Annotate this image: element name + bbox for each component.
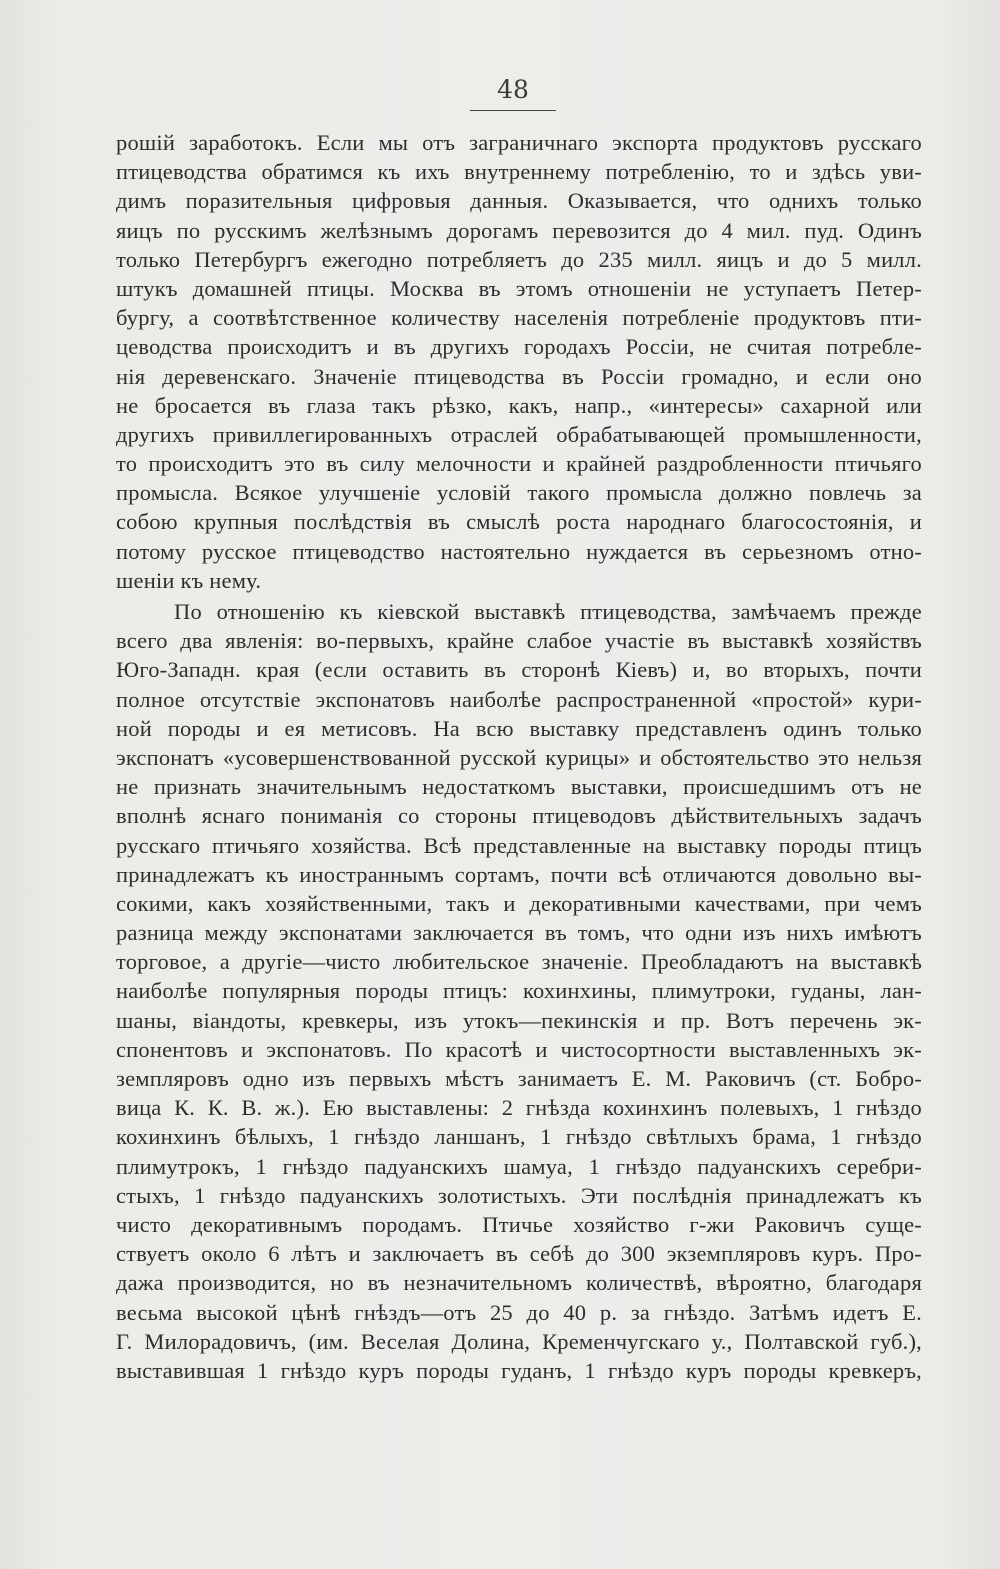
text-line: спонентовъ и экспонатовъ. По красотѣ и чистосортности выставленныхъ эк- [116,1036,922,1062]
text-line: экспонатъ «усовершенствованной русской курицы» и обстоятельство это нельзя [116,744,922,770]
text-line: весьма высокой цѣнѣ гнѣздъ—отъ 25 до 40 р. за гнѣздо. Затѣмъ идетъ Е. [116,1299,922,1325]
text-line: наиболѣе популярныя породы птицъ: кохинхины, плимутроки, гуданы, лан- [116,978,922,1004]
text-line: шаны, віандоты, кревкеры, изъ утокъ—пекинскія и пр. Вотъ перечень эк- [116,1007,922,1033]
text-line: чисто декоративнымъ породамъ. Птичье хозяйство г-жи Раковичъ суще- [116,1211,922,1237]
text-line: кохинхинъ бѣлыхъ, 1 гнѣздо ланшанъ, 1 гнѣздо свѣтлыхъ брама, 1 гнѣздо [116,1124,922,1150]
text-line: вица К. К. В. ж.). Ею выставлены: 2 гнѣзда кохинхинъ полевыхъ, 1 гнѣздо [116,1095,922,1121]
body-text [116,128,922,1385]
text-line: то происходитъ это въ силу мелочности и крайней раздробленности птичьяго [116,451,922,477]
page-number-rule [470,110,556,111]
text-line: шеніи къ нему. [116,567,262,593]
text-line: потому русское птицеводство настоятельно нуждается въ серьезномъ отно- [116,538,922,564]
text-line: ствуетъ около 6 лѣтъ и заключаетъ въ себѣ до 300 экземпляровъ куръ. Про- [116,1241,922,1267]
text-line: разница между экспонатами заключается въ томъ, что одни изъ нихъ имѣютъ [116,920,922,946]
text-line: сокими, какъ хозяйственными, такъ и декоративными качествами, при чемъ [116,890,922,916]
text-line: не бросается въ глаза такъ рѣзко, какъ, напр., «интересы» сахарной или [116,392,922,418]
text-line: промысла. Всякое улучшеніе условій такого промысла должно повлечь за [116,480,922,506]
text-line: другихъ привиллегированныхъ отраслей обрабатывающей промышленности, [116,421,922,447]
paragraph-1 [116,128,922,595]
text-line: плимутрокъ, 1 гнѣздо падуанскихъ шамуа, 1 гнѣздо падуанскихъ серебри- [116,1153,922,1179]
text-line: выставившая 1 гнѣздо куръ породы гуданъ, 1 гнѣздо куръ породы кревкеръ, [116,1357,922,1383]
text-line: полное отсутствіе экспонатовъ наиболѣе распространенной «простой» кури- [116,686,922,712]
text-line: земпляровъ одно изъ первыхъ мѣстъ занимаетъ Е. М. Раковичъ (ст. Бобро- [116,1066,922,1091]
text-line: ной породы и ея метисовъ. На всю выставку представленъ одинъ только [116,715,922,741]
text-line: стыхъ, 1 гнѣздо падуанскихъ золотистыхъ. Эти послѣднія принадлежатъ къ [116,1182,922,1208]
text-line: По отношенію къ кіевской выставкѣ птицеводства, замѣчаемъ прежде [174,599,922,624]
text-line: не признать значительнымъ недостаткомъ выставки, происшедшимъ отъ не [116,774,922,800]
text-line: цеводства происходитъ и въ другихъ городахъ Россіи, не считая потребле- [116,334,922,360]
text-line: только Петербургъ ежегодно потребляетъ до 235 милл. яицъ и до 5 милл. [116,246,922,272]
page-number: 48 [497,75,529,104]
text-line: бургу, а соотвѣтственное количеству населенія потребленіе продуктовъ пти- [116,305,922,331]
text-line: нія деревенскаго. Значеніе птицеводства въ Россіи громадно, и если оно [116,363,922,389]
text-line: всего два явленія: во-первыхъ, крайне слабое участіе въ выставкѣ хозяйствъ [116,628,922,654]
text-line: русскаго птичьяго хозяйства. Всѣ представленные на выставку породы птицъ [116,832,922,858]
text-line: птицеводства обратимся къ ихъ внутреннему потребленію, то и здѣсь уви- [116,159,922,185]
text-line: Юго-Западн. края (если оставить въ сторонѣ Кіевъ) и, во вторыхъ, почти [116,657,922,683]
text-line: димъ поразительныя цифровыя данныя. Оказывается, что однихъ только [116,188,922,214]
text-line: штукъ домашней птицы. Москва въ этомъ отношеніи не уступаетъ Петер- [116,275,922,301]
text-line: дажа производится, но въ незначительномъ количествѣ, вѣроятно, благодаря [116,1270,922,1296]
text-line: собою крупныя послѣдствія въ смыслѣ роста народнаго благосостоянія, и [116,509,922,535]
text-line: торговое, а другіе—чисто любительское значеніе. Преобладаютъ на выставкѣ [116,949,922,975]
text-line: Г. Милорадовичъ, (им. Веселая Долина, Кременчугскаго у., Полтавской губ.), [116,1328,922,1354]
text-line: яицъ по русскимъ желѣзнымъ дорогамъ перевозится до 4 мил. пуд. Одинъ [116,217,922,243]
text-line: вполнѣ яснаго пониманія со стороны птицеводовъ дѣйствительныхъ задачъ [116,803,922,829]
text-line: принадлежатъ къ иностраннымъ сортамъ, почти всѣ отличаются довольно вы- [116,861,922,887]
paragraph-2 [116,597,922,1385]
text-line: рошій заработокъ. Если мы отъ заграничнаго экспорта продуктовъ русскаго [116,130,922,155]
